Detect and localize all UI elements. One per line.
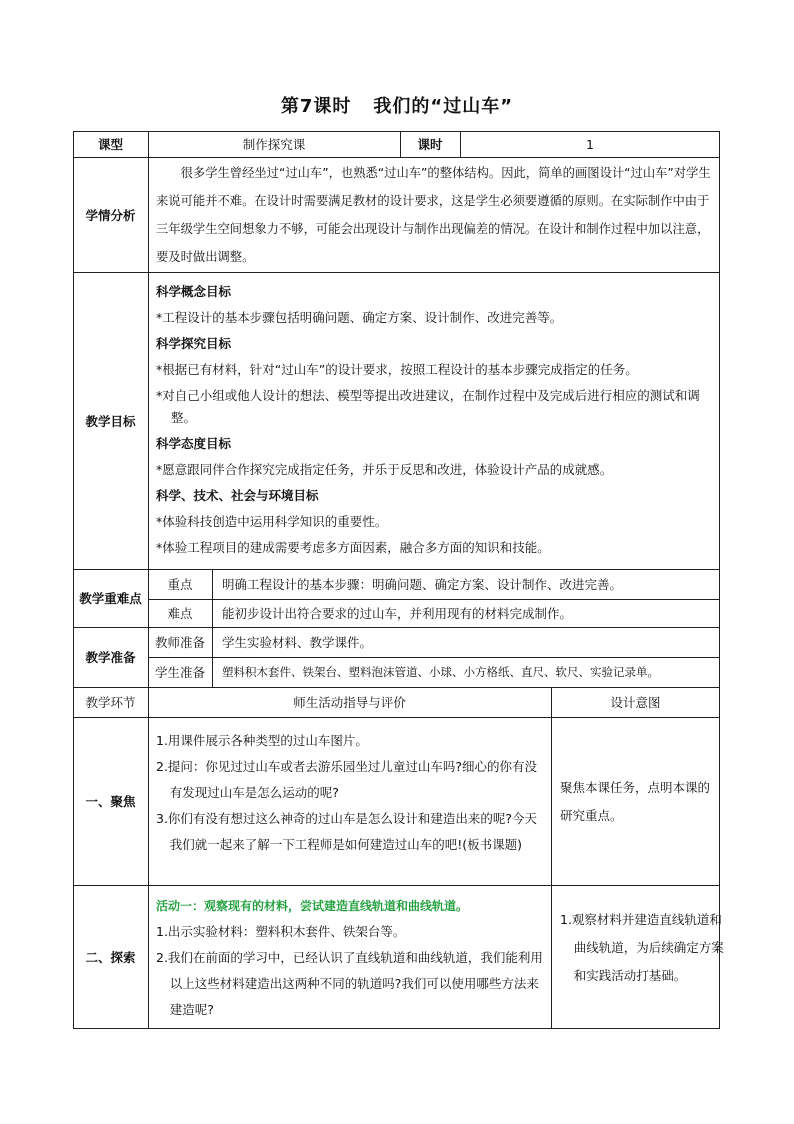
col-divider — [551, 687, 552, 1029]
lesson-name: 我们的“过山车” — [373, 96, 514, 117]
focus-step: 1.用课件展示各种类型的过山车图片。 — [156, 733, 368, 748]
objective-item: *根据已有材料，针对“过山车”的设计要求，按照工程设计的基本步骤完成指定的任务。 — [156, 362, 638, 377]
analysis-label: 学情分析 — [85, 207, 136, 223]
row-divider — [73, 272, 720, 273]
key-point-label: 重点 — [167, 577, 193, 592]
objective-item: *体验工程项目的建成需要考虑多方面因素，融合多方面的知识和技能。 — [156, 540, 550, 555]
period-value: 1 — [586, 136, 594, 152]
prep-label: 教学准备 — [85, 650, 136, 665]
objective-heading: 科学态度目标 — [156, 436, 232, 451]
course-type-value: 制作探究课 — [242, 137, 306, 152]
objective-item: *对自己小组或他人设计的想法、模型等提出改进建议，在制作过程中及完成后进行相应的测试和调整。 — [156, 388, 700, 425]
explore-stage-label: 二、探索 — [85, 950, 136, 965]
focus-activities — [156, 728, 546, 858]
difficulty-text: 能初步设计出符合要求的过山车，并利用现有的材料完成制作。 — [222, 606, 573, 621]
student-prep-text: 塑料积木套件、铁架台、塑料泡沫管道、小球、小方格纸、直尺、软尺、实验记录单。 — [222, 665, 659, 679]
col-divider — [148, 687, 149, 1029]
student-prep-label: 学生准备 — [154, 665, 205, 680]
explore-intent: 1.观察材料并建造直线轨道和曲线轨道，为后续确定方案和实践活动打基础。 — [560, 912, 724, 983]
focus-step: 2.提问：你见过过山车或者去游乐园坐过儿童过山车吗?细心的你有没有发现过山车是怎么运动的呢? — [156, 759, 538, 800]
page-title — [0, 92, 794, 118]
row-divider — [73, 717, 720, 718]
teacher-prep-text: 学生实验材料、教学课件。 — [222, 635, 373, 650]
objective-item: *体验科技创造中运用科学知识的重要性。 — [156, 514, 388, 529]
row-divider — [73, 885, 720, 886]
period-label: 课时 — [417, 137, 443, 152]
explore-activities — [156, 893, 546, 1023]
objectives-list — [156, 279, 712, 561]
objective-heading: 科学、技术、社会与环境目标 — [156, 488, 319, 503]
lesson-number: 第7课时 — [280, 96, 352, 117]
focus-intent: 聚焦本课任务，点明本课的研究重点。 — [560, 780, 711, 823]
row-divider — [73, 157, 720, 158]
analysis-text: 很多学生曾经坐过“过山车”，也熟悉“过山车”的整体结构。因此，简单的画图设计“过山车”对学生来说可能并不难。在设计时需要满足教材的设计要求，这是学生必须要遵循的原则。在实际制作中由于三年级学生空间想象力不够，可能会出现设计与制作出现偏差的情况。在设计和制作过程中加以注意，要及时做出调整。 — [156, 166, 711, 264]
col-divider — [212, 569, 213, 687]
process-col-intent: 设计意图 — [610, 695, 661, 710]
objectives-label: 教学目标 — [85, 413, 136, 429]
difficulty-label: 难点 — [167, 606, 193, 621]
course-type-label: 课型 — [97, 137, 123, 152]
process-col-stage: 教学环节 — [85, 695, 136, 710]
objective-heading: 科学探究目标 — [156, 336, 232, 351]
focus-stage-label: 一、聚焦 — [85, 794, 136, 809]
teacher-prep-label: 教师准备 — [154, 635, 205, 650]
objective-heading: 科学概念目标 — [156, 284, 232, 299]
explore-step: 2.我们在前面的学习中，已经认识了直线轨道和曲线轨道，我们能利用以上这些材料建造出这两种不同的轨道吗?我们可以使用哪些方法来建造呢? — [156, 950, 543, 1017]
keypoints-label: 教学重难点 — [79, 591, 142, 606]
key-point-text: 明确工程设计的基本步骤：明确问题、确定方案、设计制作、改进完善。 — [222, 577, 623, 592]
focus-step: 3.你们有没有想过这么神奇的过山车是怎么设计和建造出来的呢?今天我们就一起来了解一下工程师是如何建造过山车的吧!(板书课题) — [156, 811, 538, 852]
explore-step: 1.出示实验材料：塑料积木套件、铁架台等。 — [156, 924, 406, 939]
objective-item: *工程设计的基本步骤包括明确问题、确定方案、设计制作、改进完善等。 — [156, 310, 563, 325]
explore-activity-title: 活动一：观察现有的材料，尝试建造直线轨道和曲线轨道。 — [156, 899, 469, 913]
objective-item: *愿意跟同伴合作探究完成指定任务，并乐于反思和改进，体验设计产品的成就感。 — [156, 462, 613, 477]
process-col-activity: 师生活动指导与评价 — [293, 695, 406, 710]
